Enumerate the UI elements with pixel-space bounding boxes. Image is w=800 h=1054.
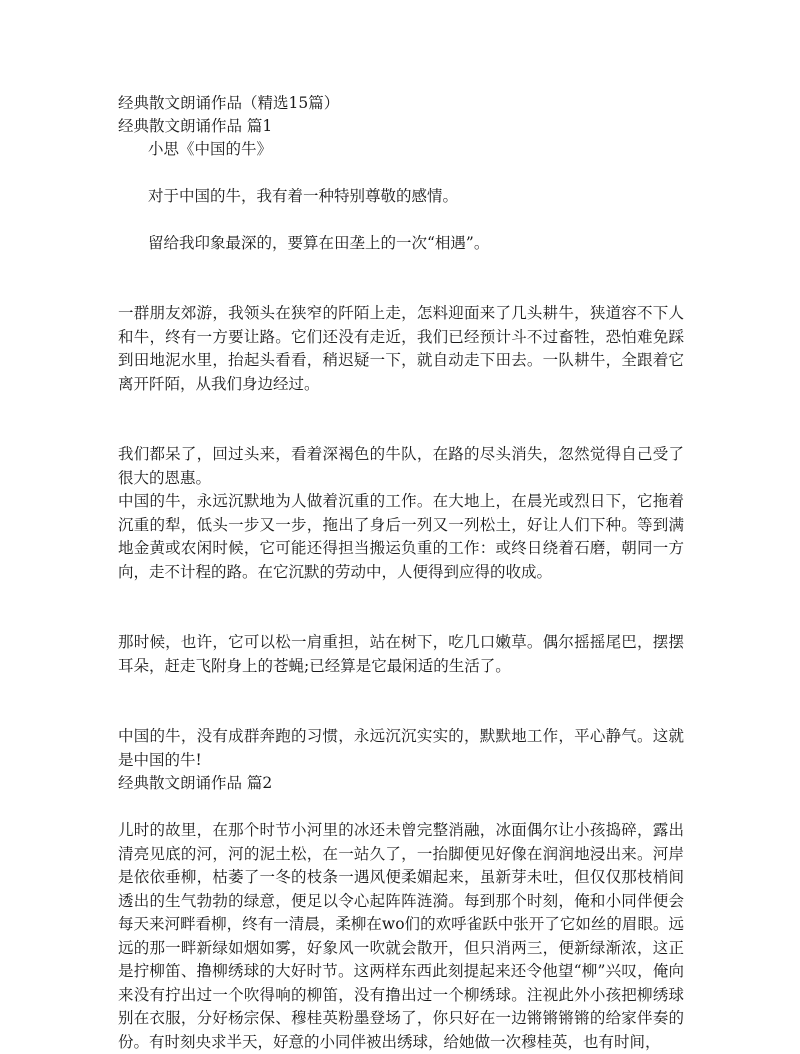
paragraph-8: 儿时的故里，在那个时节小河里的冰还未曾完整消融，冰面偶尔让小孩捣碎，露出清亮见底的河，河的泥土松，在一站久了，一抬脚便见好像在润润地浸出来。河岸是依依垂柳，枯萎了一冬的枝条一遇风便柔媚起来，虽新芽未吐，但仅仅那枝梢间透出的生气勃勃的绿意，便足以令心起阵阵涟漪。每到那个时刻，俺和小同伴便会每天来河畔看柳，终有一清晨，柔柳在wo们的欢呼雀跃中张开了它如丝的眉眼。远远的那一畔新绿如烟如雾，好象风一吹就会散开，但只消两三，便新绿渐浓，这正是拧柳笛、撸柳绣球的大好时节。这两样东西此刻提起来还令他望“柳”兴叹，俺向来没有拧出过一个吹得响的柳笛，没有撸出过一个柳绣球。注视此外小孩把柳绣球别在衣服，分好杨宗保、穆桂英粉墨登场了，你只好在一边锵锵锵锵的给家伴奏的份。有时刻央求半天，好意的小同伴被出绣球，给她做一次穆桂英，也有时间， bbox=[118, 821, 684, 1051]
paragraph-1: 对于中国的牛，我有着一种特别尊敬的感情。 bbox=[148, 187, 459, 205]
spacer bbox=[118, 161, 684, 185]
spacer bbox=[118, 396, 684, 443]
paragraph-2: 留给我印象最深的，要算在田垄上的一次“相遇”。 bbox=[148, 234, 490, 252]
paragraph-5: 中国的牛，永远沉默地为人做着沉重的工作。在大地上，在晨光或烈日下，它拖着沉重的犁，低头一步又一步，拖出了身后一列又一列松土，好让人们下种。等到满地金黄或农闲时候，它可能还得担当搬运负重的工作：或终日绕着石磨，朝同一方向，走不计程的路。在它沉默的劳动中，人便得到应得的收成。 bbox=[118, 492, 684, 581]
spacer bbox=[118, 584, 684, 631]
spacer bbox=[118, 678, 684, 725]
paragraph-4: 我们都呆了，回过头来，看着深褐色的牛队，在路的尽头消失，忽然觉得自己受了很大的恩惠。 bbox=[118, 445, 684, 487]
spacer bbox=[118, 208, 684, 232]
paragraph-7: 中国的牛，没有成群奔跑的习惯，永远沉沉实实的，默默地工作，平心静气。这就是中国的牛! bbox=[118, 727, 684, 769]
section-heading-1: 经典散文朗诵作品 篇1 bbox=[118, 117, 273, 135]
spacer bbox=[118, 795, 684, 819]
paragraph-3: 一群朋友郊游，我领头在狭窄的阡陌上走，怎料迎面来了几头耕牛，狭道容不下人和牛，终有一方要让路。它们还没有走近，我们已经预计斗不过畜牲，恐怕难免踩到田地泥水里，抬起头看看，稍迟疑一下，就自动走下田去。一队耕牛，全跟着它离开阡陌，从我们身边经过。 bbox=[118, 304, 684, 393]
section-heading-2: 经典散文朗诵作品 篇2 bbox=[118, 774, 273, 792]
spacer bbox=[118, 255, 684, 302]
document-page bbox=[118, 92, 684, 1054]
section-subtitle: 小思《中国的牛》 bbox=[148, 140, 273, 158]
paragraph-6: 那时候，也许，它可以松一肩重担，站在树下，吃几口嫩草。偶尔摇摇尾巴，摆摆耳朵，赶走飞附身上的苍蝇;已经算是它最闲适的生活了。 bbox=[118, 633, 684, 675]
document-title: 经典散文朗诵作品（精选15篇） bbox=[118, 94, 340, 112]
